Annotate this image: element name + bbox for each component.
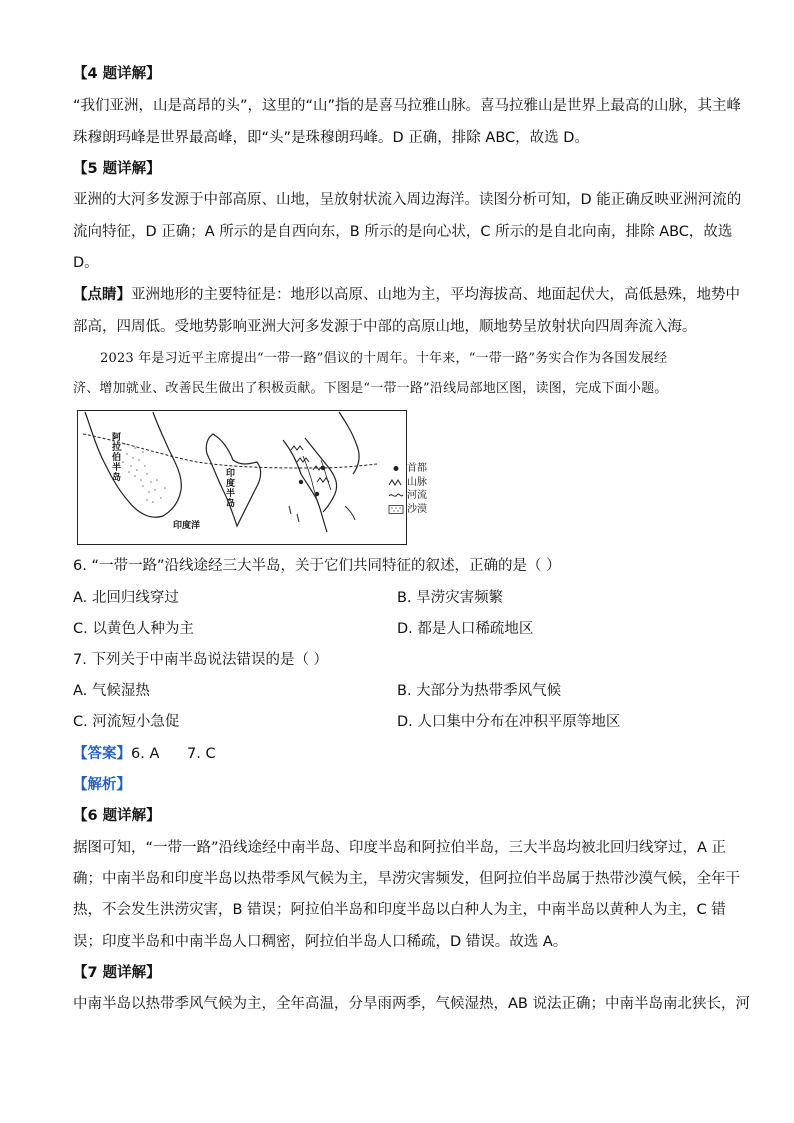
answer-label: 【答案】: [73, 746, 131, 762]
capital-marker: [315, 492, 319, 496]
paragraph-line: D。: [73, 255, 99, 271]
legend-label: 河流: [407, 490, 427, 502]
map-label-arab: 阿拉伯半岛: [110, 432, 120, 482]
section-heading-q4: 【4 题详解】: [73, 66, 161, 82]
paragraph-line: 中南半岛以热带季风气候为主，全年高温，分旱雨两季，气候湿热，AB 说法正确；中南半岛南北狭长，河: [73, 996, 750, 1012]
q6-option-d: D. 都是人口稀疏地区: [397, 621, 534, 637]
paragraph-line: 确；中南半岛和印度半岛以热带季风气候为主，旱涝灾害频发，但阿拉伯半岛属于热带沙漠气候，全年干: [73, 871, 740, 887]
paragraph-line: 据图可知，“一带一路”沿线途经中南半岛、印度半岛和阿拉伯半岛，三大半岛均被北回归线穿过，A 正: [73, 840, 727, 856]
q6-option-b: B. 旱涝灾害频繁: [397, 590, 504, 606]
answer-text: 6. A 7. C: [131, 746, 216, 762]
dianjing-paragraph: [73, 285, 740, 305]
capital-marker: [321, 466, 325, 470]
paragraph-line: 热，不会发生洪涝灾害，B 错误；阿拉伯半岛和印度半岛以白种人为主，中南半岛以黄种人为主，C 错: [73, 902, 726, 918]
legend-item-desert: [388, 503, 427, 517]
section-heading-q5: 【5 题详解】: [73, 161, 161, 177]
paragraph-line: 流向特征，D 正确；A 所示的是自西向东，B 所示的是向心状，C 所示的是自北向南，排除 ABC，故选: [73, 224, 733, 240]
map-legend: [388, 462, 427, 516]
river-icon: [388, 491, 404, 500]
paragraph-line: 亚洲的大河多发源于中部高原、山地，呈放射状流入周边海洋。读图分析可知，D 能正确反映亚洲河流的: [73, 192, 742, 208]
q7-option-a: A. 气候湿热: [73, 683, 150, 699]
arabian-label: [110, 431, 121, 482]
legend-item-river: [388, 489, 427, 503]
desert-icon: [388, 505, 404, 514]
legend-item-capital: [388, 462, 427, 476]
q7-option-d: D. 人口集中分布在冲积平原等地区: [397, 714, 621, 730]
section-heading-q7: 【7 题详解】: [73, 965, 161, 981]
question-6-stem: 6. “一带一路”沿线途经三大半岛，关于它们共同特征的叙述，正确的是（ ）: [73, 558, 561, 574]
analysis-label: 【解析】: [73, 777, 131, 793]
legend-label: 沙漠: [407, 503, 427, 515]
q7-option-b: B. 大部分为热带季风气候: [397, 683, 562, 699]
legend-item-mountain: [388, 476, 427, 490]
india-label: [224, 467, 235, 508]
q6-option-c: C. 以黄色人种为主: [73, 621, 194, 637]
intro-line: 2023 年是习近平主席提出“一带一路”倡议的十周年。十年来，“一带一路”务实合作为各国发展经: [100, 351, 668, 366]
capital-marker: [299, 480, 303, 484]
question-7-stem: 7. 下列关于中南半岛说法错误的是（ ）: [73, 652, 329, 668]
paragraph-line: 误；印度半岛和中南半岛人口稠密，阿拉伯半岛人口稀疏，D 错误。故选 A。: [73, 934, 568, 950]
intro-line: 济、增加就业、改善民生做出了积极贡献。下图是“一带一路”沿线局部地区图，读图，完成下面小题。: [73, 381, 668, 396]
paragraph-line: 亚洲地形的主要特征是：地形以高原、山地为主，平均海拔高、地面起伏大，高低悬殊，地势中: [131, 287, 740, 303]
map-label-india: 印度半岛: [224, 468, 234, 508]
paragraph-line: 部高，四周低。受地势影响亚洲大河多发源于中部的高原山地，顺地势呈放射状向四周奔流入海。: [73, 319, 697, 335]
q7-option-c: C. 河流短小急促: [73, 714, 180, 730]
paragraph-line: “我们亚洲，山是高昂的头”，这里的“山”指的是喜马拉雅山脉。喜马拉雅山是世界上最高的山脉，其主峰: [73, 98, 742, 114]
dianjing-label: 【点睛】: [73, 287, 131, 303]
legend-label: 山脉: [407, 476, 427, 488]
capital-icon: [388, 464, 404, 473]
section-heading-q6: 【6 题详解】: [73, 808, 161, 824]
belt-road-map: [77, 410, 407, 545]
mountain-icon: [388, 478, 404, 487]
legend-label: 首都: [407, 463, 427, 475]
answer-line: [73, 744, 216, 764]
q6-option-a: A. 北回归线穿过: [73, 590, 179, 606]
paragraph-line: 珠穆朗玛峰是世界最高峰，即“头”是珠穆朗玛峰。D 正确，排除 ABC，故选 D。: [73, 130, 589, 146]
map-label-ocean: 印度洋: [173, 521, 201, 531]
